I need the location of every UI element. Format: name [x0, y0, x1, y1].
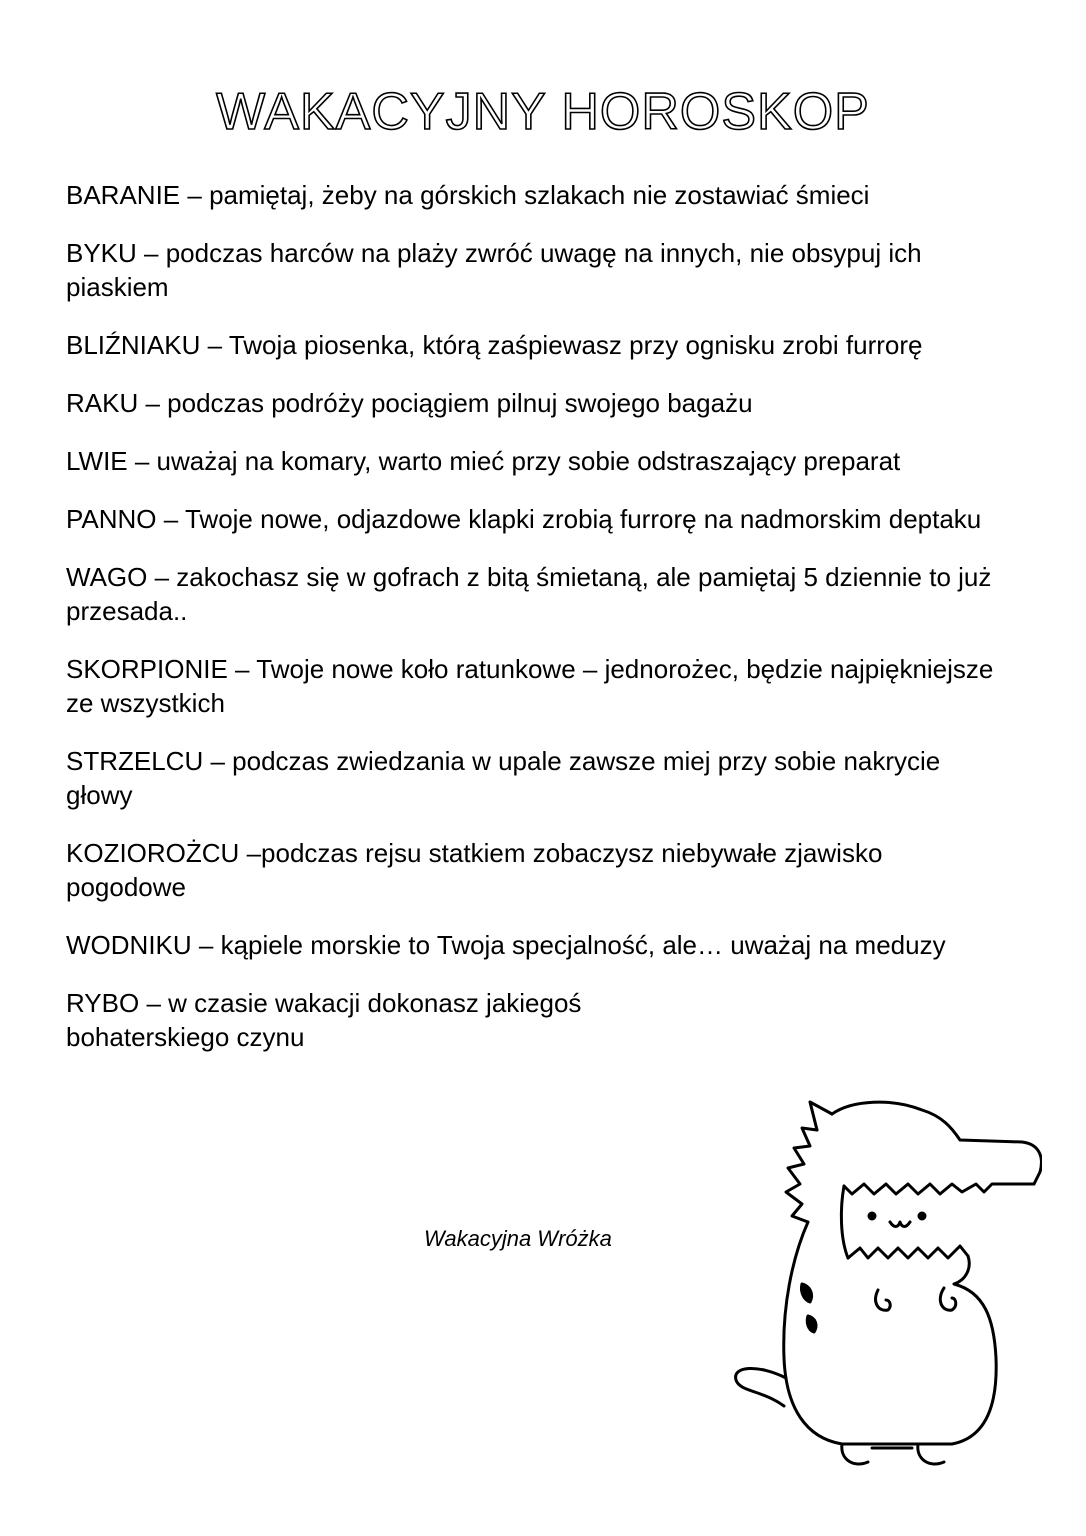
- prediction-text: – w czasie wakacji dokonasz jakiegoś bohaterskiego czynu: [66, 988, 582, 1052]
- sign-name: STRZELCU: [66, 746, 204, 776]
- sign-name: SKORPIONIE: [66, 654, 228, 684]
- horoscope-entry-skorpion: [66, 652, 1006, 720]
- sign-name: RYBO: [66, 988, 140, 1018]
- prediction-text: – Twoje nowe koło ratunkowe – jednorożec, będzie najpiękniejsze ze wszystkich: [66, 654, 994, 718]
- sign-name: BLIŹNIAKU: [66, 330, 201, 360]
- sign-name: WODNIKU: [66, 930, 192, 960]
- sign-name: KOZIOROŻCU: [66, 838, 240, 868]
- horoscope-entry-ryby: [66, 986, 586, 1054]
- horoscope-entry-rak: [66, 386, 1006, 420]
- prediction-text: – kąpiele morskie to Twoja specjalność, ale… uważaj na meduzy: [191, 930, 946, 960]
- horoscope-entry-blizniak: [66, 328, 1006, 362]
- prediction-text: – Twoja piosenka, którą zaśpiewasz przy ognisku zrobi furrorę: [200, 330, 923, 360]
- horoscope-list: [66, 178, 1006, 1078]
- page-title: WAKACYJNY HOROSKOP: [216, 83, 870, 141]
- horoscope-entry-panna: [66, 502, 1006, 536]
- prediction-text: – podczas zwiedzania w upale zawsze miej przy sobie nakrycie głowy: [66, 746, 941, 810]
- prediction-text: – podczas harców na plaży zwróć uwagę na innych, nie obsypuj ich piaskiem: [66, 238, 922, 302]
- horoscope-entry-waga: [66, 560, 1006, 628]
- sign-name: LWIE: [66, 446, 128, 476]
- prediction-text: – zakochasz się w gofrach z bitą śmietaną, ale pamiętaj 5 dziennie to już przesada..: [66, 562, 992, 626]
- sign-name: WAGO: [66, 562, 148, 592]
- horoscope-entry-wodnik: [66, 928, 1006, 962]
- horoscope-entry-koziorozec: [66, 836, 1006, 904]
- sign-name: PANNO: [66, 504, 157, 534]
- prediction-text: – podczas podróży pociągiem pilnuj swojego bagażu: [138, 388, 753, 418]
- prediction-text: – Twoje nowe, odjazdowe klapki zrobią furrorę na nadmorskim deptaku: [156, 504, 982, 534]
- cat-in-dinosaur-costume-icon: [722, 1088, 1042, 1528]
- prediction-text: – pamiętaj, żeby na górskich szlakach nie zostawiać śmieci: [180, 180, 870, 210]
- prediction-text: –podczas rejsu statkiem zobaczysz niebywałe zjawisko pogodowe: [66, 838, 883, 902]
- horoscope-entry-baran: [66, 178, 1006, 212]
- horoscope-entry-lew: [66, 444, 1006, 478]
- horoscope-entry-byk: [66, 236, 1006, 304]
- sign-name: BARANIE: [66, 180, 181, 210]
- horoscope-entry-strzelec: [66, 744, 1006, 812]
- sign-name: RAKU: [66, 388, 139, 418]
- sign-name: BYKU: [66, 238, 137, 268]
- prediction-text: – uważaj na komary, warto mieć przy sobie odstraszający preparat: [127, 446, 901, 476]
- signature: Wakacyjna Wróżka: [424, 1226, 612, 1251]
